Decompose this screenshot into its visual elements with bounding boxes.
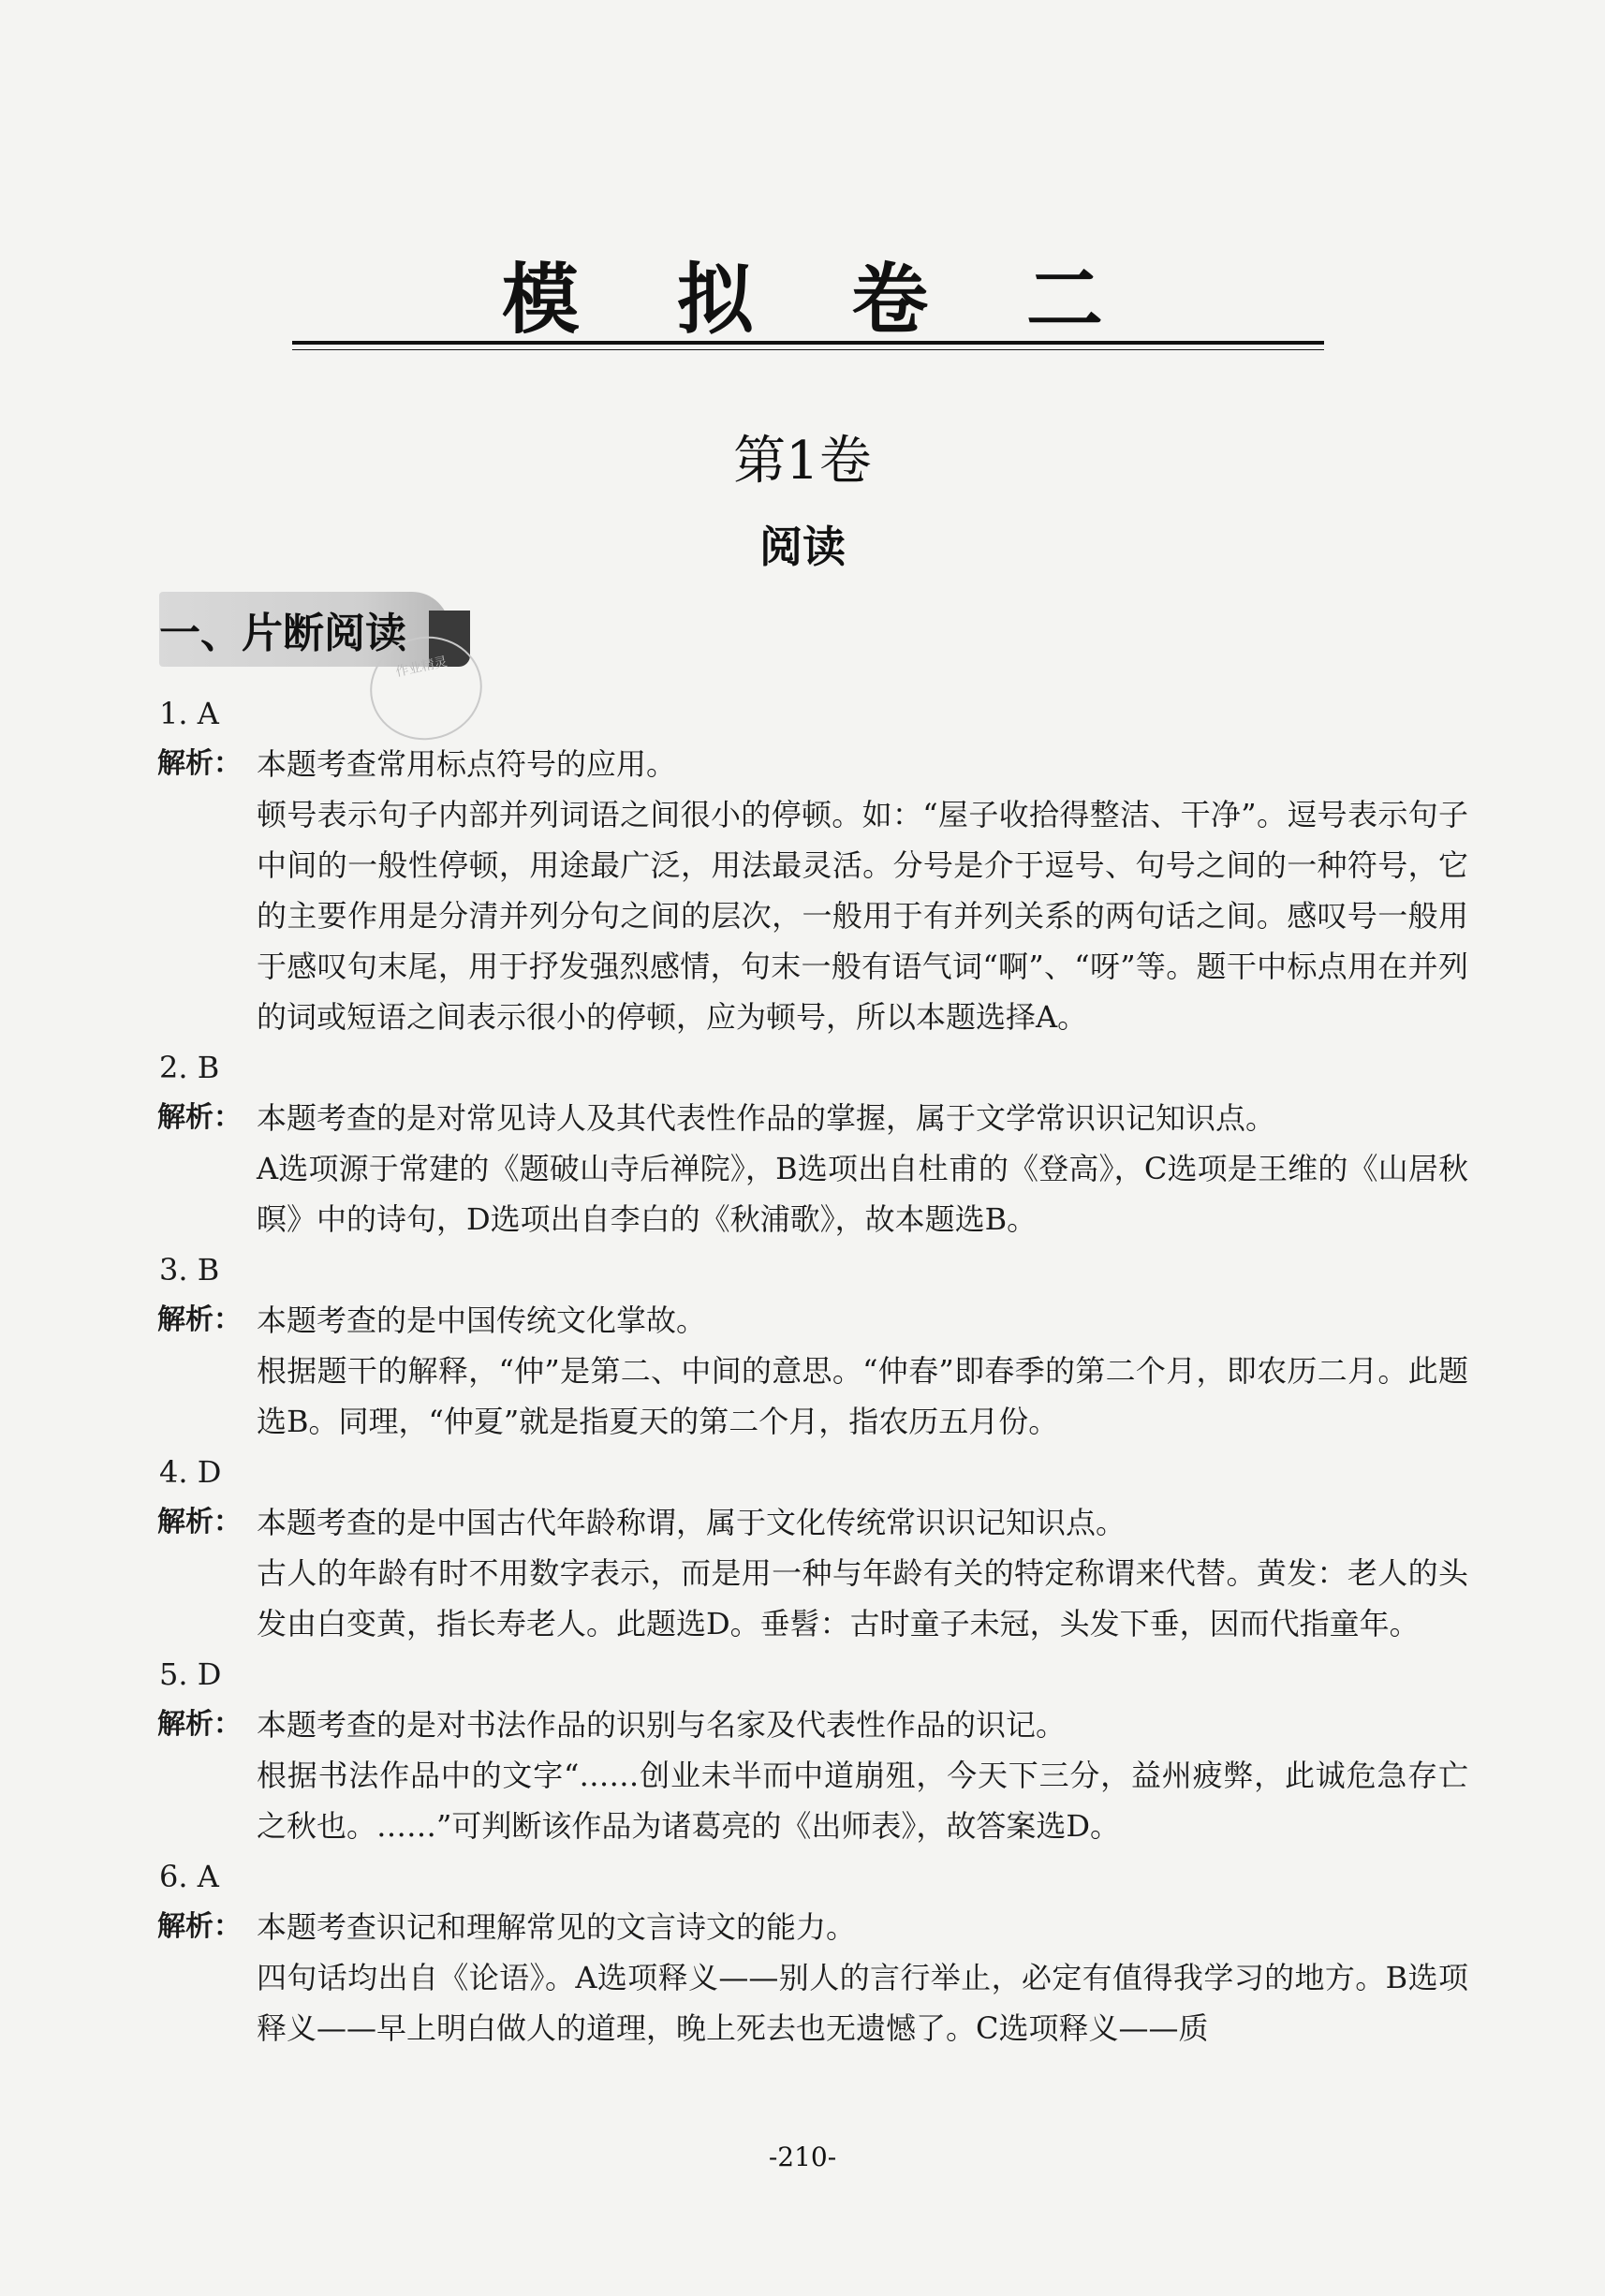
answer-item (157, 1447, 1468, 1649)
explanation-paragraph: 根据题干的解释，“仲”是第二、中间的意思。“仲春”即春季的第二个月，即农历二月。此题选B。同理，“仲夏”就是指夏天的第二个月，指农历五月份。 (257, 1353, 1468, 1439)
explanation-paragraph: 本题考查的是对常见诗人及其代表性作品的掌握，属于文学常识识记知识点。 (257, 1100, 1276, 1136)
explanation-label: 解析： (157, 1506, 242, 1538)
explanation-paragraph: 四句话均出自《论语》。A选项释义——别人的言行举止，必定有值得我学习的地方。B选项释义——早上明白做人的道理，晚上死去也无遗憾了。C选项释义——质 (257, 1960, 1468, 2046)
answer-list (157, 688, 1468, 2053)
explanation-paragraph: 本题考查的是中国传统文化掌故。 (257, 1303, 707, 1338)
page-title: 模 拟 卷 二 (502, 256, 1139, 345)
stamp-text: 作业精灵 (394, 654, 449, 681)
title-rule-thin (292, 349, 1324, 350)
section-heading: 一、片断阅读 (159, 610, 406, 657)
explanation-paragraph: 本题考查识记和理解常见的文言诗文的能力。 (257, 1909, 857, 1945)
explanation-paragraph: 本题考查的是中国古代年龄称谓，属于文化传统常识识记知识点。 (257, 1505, 1126, 1540)
explanation-paragraph: 古人的年龄有时不用数字表示，而是用一种与年龄有关的特定称谓来代替。黄发：老人的头发由白变黄，指长寿老人。此题选D。垂髫：古时童子未冠，头发下垂，因而代指童年。 (257, 1555, 1468, 1641)
explanation-paragraph: 根据书法作品中的文字“……创业未半而中道崩殂，今天下三分，益州疲弊，此诚危急存亡之秋也。……”可判断该作品为诸葛亮的《出师表》，故答案选D。 (257, 1758, 1468, 1844)
answer-item (157, 1244, 1468, 1447)
explanation-label: 解析： (157, 1101, 242, 1134)
explanation (157, 1902, 1468, 2053)
explanation (157, 1497, 1468, 1649)
explanation-body (257, 1902, 1468, 2053)
explanation-paragraph: 本题考查的是对书法作品的识别与名家及代表性作品的识记。 (257, 1707, 1067, 1743)
explanation (157, 739, 1468, 1042)
explanation-label: 解析： (157, 747, 242, 780)
page-number: -210- (768, 2141, 837, 2172)
explanation-label: 解析： (157, 1910, 242, 1943)
explanation-label: 解析： (157, 1303, 242, 1336)
answer-number: 3. B (159, 1252, 220, 1288)
title-rule (292, 341, 1324, 345)
explanation-body (257, 1093, 1468, 1244)
answer-item (157, 1042, 1468, 1244)
explanation (157, 1700, 1468, 1851)
explanation-body (257, 1497, 1468, 1649)
section-subtitle: 阅读 (759, 522, 846, 572)
answer-number: 1. A (159, 696, 219, 731)
volume-title: 第1卷 (733, 431, 872, 492)
explanation-body (257, 739, 1468, 1042)
explanation-body (257, 1295, 1468, 1447)
answer-item (157, 1851, 1468, 2053)
answer-item (157, 688, 1468, 1042)
explanation-label: 解析： (157, 1708, 242, 1741)
explanation-paragraph: 本题考查常用标点符号的应用。 (257, 746, 677, 782)
answer-item (157, 1649, 1468, 1851)
explanation (157, 1295, 1468, 1447)
explanation-body (257, 1700, 1468, 1851)
explanation-paragraph: 顿号表示句子内部并列词语之间很小的停顿。如：“屋子收拾得整洁、干净”。逗号表示句子中间的一般性停顿，用途最广泛，用法最灵活。分号是介于逗号、句号之间的一种符号，它的主要作用是分清并列分句之间的层次，一般用于有并列关系的两句话之间。感叹号一般用于感叹句末尾，用于抒发强烈感情，句末一般有语气词“啊”、“呀”等。题干中标点用在并列的词或短语之间表示很小的停顿，应为顿号，所以本题选择A。 (257, 797, 1468, 1035)
answer-number: 4. D (159, 1454, 222, 1490)
explanation (157, 1093, 1468, 1244)
answer-number: 5. D (159, 1656, 222, 1692)
answer-number: 6. A (159, 1859, 219, 1894)
answer-number: 2. B (159, 1050, 220, 1085)
explanation-paragraph: A选项源于常建的《题破山寺后禅院》，B选项出自杜甫的《登高》，C选项是王维的《山居秋暝》中的诗句，D选项出自李白的《秋浦歌》，故本题选B。 (257, 1151, 1468, 1237)
